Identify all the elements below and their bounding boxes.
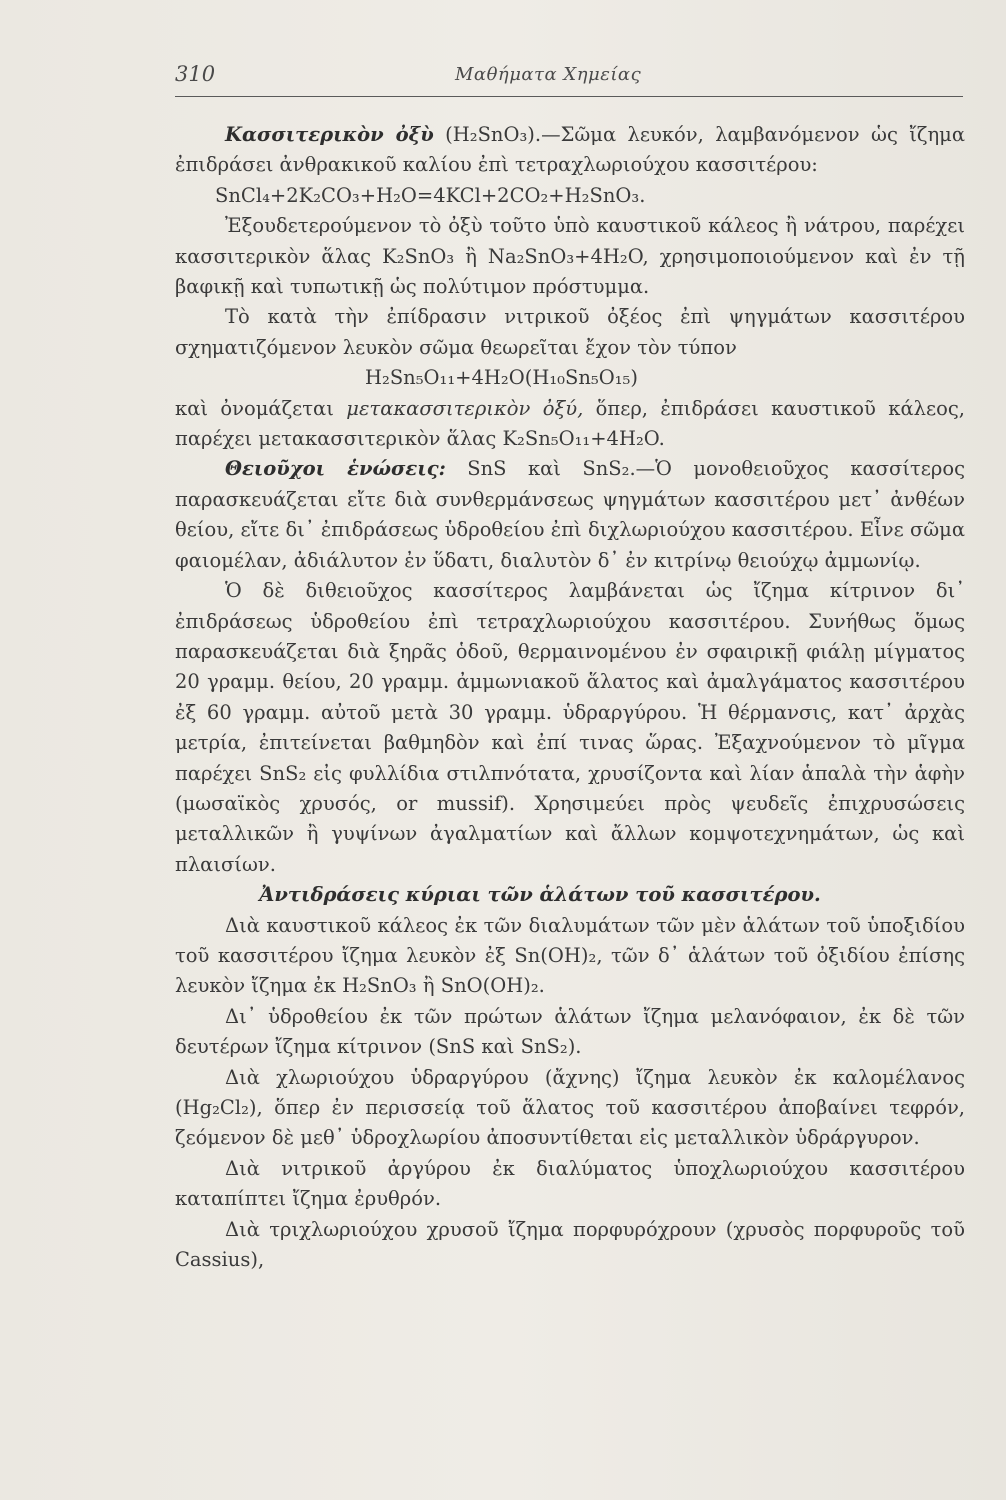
paragraph-reaction: Διὰ νιτρικοῦ ἀργύρου ἐκ διαλύματος ὑποχλωριούχου κασσιτέρου καταπίπτει ἴζημα ἐρυθρόν. [175,1156,965,1211]
paragraph-reaction: Διὰ καυστικοῦ κάλεος ἐκ τῶν διαλυμάτων τῶν μὲν ἁλάτων τοῦ ὑποξιδίου τοῦ κασσιτέρου ἴζημα λευκὸν ἐξ Sn(OH)₂, τῶν δ᾽ ἁλάτων τοῦ ὀξιδίου ἐπίσης λευκὸν ἴζημα ἐκ H₂SnO₃ ἢ SnO(OH)₂. [175,913,965,998]
paragraph-reaction: Διὰ τριχλωριούχου χρυσοῦ ἴζημα πορφυρόχρουν (χρυσὸς πορφυροῦς τοῦ Cassius), [175,1217,965,1272]
paragraph-sulfur-compounds [175,454,965,576]
paragraph-text: (H₂SnO₃).—Σῶμα λευκόν, λαμβανόμενον ὡς ἴζημα ἐπιδράσει ἀνθρακικοῦ καλίου ἐπὶ τετραχλωριούχου κασσιτέρου: [175,123,965,177]
paragraph-text: SnS καὶ SnS₂.—Ὁ μονοθειοῦχος κασσίτερος παρασκευάζεται εἴτε διὰ συνθερμάνσεως ψηγμάτων κασσιτέρου μετ᾽ ἀνθέων θείου, εἴτε δι᾽ ἐπιδράσεως ὑδροθείου ἐπὶ διχλωριούχου κασσιτέρου. Εἶνε σῶμα φαιομέλαν, ἀδιάλυτον ἐν ὕδατι, διαλυτὸν δ᾽ ἐν κιτρίνῳ θειούχῳ ἀμμωνίῳ. [175,457,965,572]
paragraph-stannic-acid [175,120,965,181]
paragraph-reaction: Δι᾽ ὑδροθείου ἐκ τῶν πρώτων ἁλάτων ἴζημα μελανόφαιον, ἐκ δὲ τῶν δευτέρων ἴζημα κίτρινον (SnS καὶ SnS₂). [175,1004,965,1059]
page-number: 310 [175,62,216,86]
page-header [175,62,965,98]
paragraph-metastannic [175,394,965,455]
section-heading: Ἀντιδράσεις κύριαι τῶν ἁλάτων τοῦ κασσιτέρου. [259,883,821,907]
running-title: Μαθήματα Χημείας [455,64,642,85]
term-sulfur-compounds: Θειοῦχοι ἑνώσεις: [225,457,446,481]
formula-stannic-acid-prep: SnCl₄+2K₂CO₃+H₂O=4KCl+2CO₂+H₂SnO₃. [215,183,646,207]
page-body [175,120,965,1275]
paragraph-text: ὅπερ, ἐπιδράσει καυστικοῦ κάλεος, παρέχει μετακασσιτερικὸν ἅλας K₂Sn₅O₁₁+4H₂O. [175,396,965,451]
formula-metastannic: H₂Sn₅O₁₁+4H₂O(H₁₀Sn₅O₁₅) [365,366,638,390]
paragraph-disulfide: Ὁ δὲ διθειοῦχος κασσίτερος λαμβάνεται ὡς ἴζημα κίτρινον δι᾽ ἐπιδράσεως ὑδροθείου ἐπὶ τετραχλωριούχου κασσιτέρου. Συνήθως ὅμως παρασκευάζεται διὰ ξηρᾶς ὁδοῦ, θερμαινομένου ἐν σφαιρικῇ φιάλῃ μίγματος 20 γραμμ. θείου, 20 γραμμ. ἀμμωνιακοῦ ἅλατος καὶ ἀμαλγάματος κασσιτέρου ἐξ 60 γραμμ. αὐτοῦ μετὰ 30 γραμμ. ὑδραργύρου. Ἡ θέρμανσις, κατ᾽ ἀρχὰς μετρία, ἐπιτείνεται βαθμηδὸν καὶ ἐπί τινας ὥρας. Ἐξαχνούμενον τὸ μῖγμα παρέχει SnS₂ εἰς φυλλίδια στιλπνότατα, χρυσίζοντα καὶ λίαν ἁπαλὰ τὴν ἁφὴν (μωσαϊκὸς χρυσός, or mussif). Χρησιμεύει πρὸς ψευδεῖς ἐπιχρυσώσεις μεταλλικῶν ἢ γυψίνων ἀγαλματίων καὶ ἄλλων κομψοτεχνημάτων, ὡς καὶ πλαισίων. [175,579,965,876]
header-rule [175,96,963,97]
paragraph-nitric-acid: Τὸ κατὰ τὴν ἐπίδρασιν νιτρικοῦ ὀξέος ἐπὶ ψηγμάτων κασσιτέρου σχηματιζόμενον λευκὸν σῶμα θεωρεῖται ἔχον τὸν τύπον [175,305,965,359]
paragraph-reaction: Διὰ χλωριούχου ὑδραργύρου (ἄχνης) ἴζημα λευκὸν ἐκ καλομέλανος (Hg₂Cl₂), ὅπερ ἐν περισσείᾳ τοῦ ἅλατος τοῦ κασσιτέρου ἀποβαίνει τεφρόν, ζεόμενον δὲ μεθ᾽ ὑδροχλωρίου ἀποσυντίθεται εἰς μεταλλικὸν ὑδράργυρον. [175,1065,965,1150]
paragraph-text: καὶ ὀνομάζεται [175,396,334,420]
paragraph-neutralization: Ἐξουδετερούμενον τὸ ὀξὺ τοῦτο ὑπὸ καυστικοῦ κάλεος ἢ νάτρου, παρέχει κασσιτερικὸν ἅλας K₂SnO₃ ἢ Na₂SnO₃+4H₂O, χρησιμοποιούμενον καὶ ἐν τῇ βαφικῇ καὶ τυπωτικῇ ὡς πολύτιμον πρόστυμμα. [175,214,965,299]
term-stannic-acid: Κασσιτερικὸν ὀξὺ [225,123,434,146]
term-metastannic-acid: μετακασσιτερικὸν ὀξύ, [346,396,584,420]
